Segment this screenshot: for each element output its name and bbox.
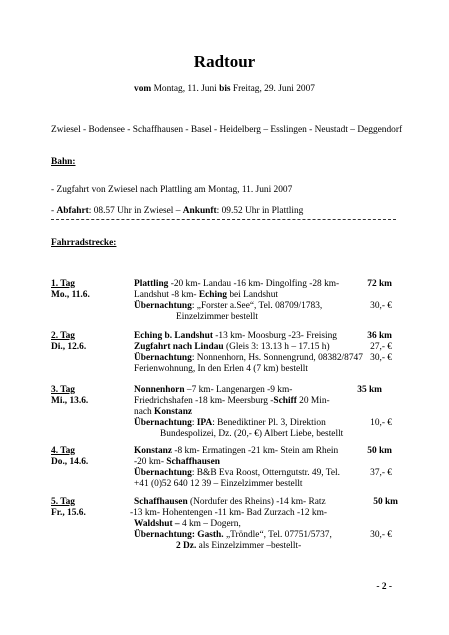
day-distance: 35 km [357,385,382,395]
day-price: 10,- € [370,418,392,428]
page-number: - 2 - [376,582,392,592]
day-date: Mi., 13.6. [51,396,89,406]
abfahrt-label: Abfahrt [56,206,89,216]
day-route-1: Konstanz -8 km- Ermatingen -21 km- Stein am Rhein [134,446,339,456]
day-lodging: Übernachtung: Gasth. „Tröndle“, Tel. 07751/5737, [134,530,332,540]
day-date: Do., 14.6. [51,457,89,467]
day-price: 37,- € [370,468,392,478]
day-label: 5. Tag [51,497,75,507]
bahn-line-1: - Zugfahrt von Zwiesel nach Plattling am Montag, 11. Juni 2007 [51,185,293,195]
day-lodging-note: +41 (0)52 640 12 39 – Einzelzimmer bestellt [134,479,303,489]
day-route-1: Eching b. Landshut -13 km- Moosburg -23- Freising [134,331,337,341]
fahrrad-heading: Fahrradstrecke: [51,238,117,248]
day-distance: 72 km [367,279,392,289]
day-route-2: Friedrichshafen -18 km- Meersburg -Schiff 20 Min- [134,396,330,406]
day-price: 30,- € [370,530,392,540]
day-price: 30,- € [370,353,392,363]
day-label: 1. Tag [51,279,75,289]
page-title: Radtour [193,52,256,71]
day-route-2: Landshut -8 km- Eching bei Landshut [134,290,279,300]
day-date: Fr., 15.6. [51,508,86,518]
date-end: Freitag, 29. Juni 2007 [230,84,315,94]
date-start: Montag, 11. Juni [151,84,220,94]
day-route-3: nach Konstanz [134,407,193,417]
abfahrt-value: : 08.57 Uhr in Zwiesel – [88,206,183,216]
day-lodging-note: Ferienwohnung, In den Erlen 4 (7 km) bestellt [134,364,308,374]
day-distance: 50 km [373,497,398,507]
day-route-1: Nonnenhorn –7 km- Langenargen -9 km- [134,385,293,395]
day-train-price: 27,- € [370,342,392,352]
day-route-1: Schaffhausen (Nordufer des Rheins) -14 km- Ratz [134,497,326,507]
day-lodging-note: Bundespolizei, Dz. (20,- €) Albert Liebe, bestellt [160,429,344,439]
ankunft-label: Ankunft [182,206,217,216]
day-route-3: Waldshut – 4 km – Dogern, [134,519,241,529]
day-label: 4. Tag [51,446,75,456]
route-line: Zwiesel - Bodensee - Schaffhausen - Basel - Heidelberg – Esslingen - Neustadt – Deggendorf [51,125,403,135]
bahn-line-2 [51,206,303,217]
day-lodging: Übernachtung: Nonnenhorn, Hs. Sonnengrund, 08382/8747 [134,353,363,363]
date-range [0,84,449,95]
day-date: Di., 12.6. [51,342,87,352]
day-route-2: -20 km- Schaffhausen [134,457,220,467]
day-distance: 50 km [367,446,392,456]
day-distance: 36 km [367,331,392,341]
day-train: Zugfahrt nach Lindau (Gleis 3: 13.13 h – 17.15 h) [134,342,330,352]
day-lodging-note: 2 Dz. als Einzelzimmer –bestellt- [176,541,302,551]
day-lodging-note: Einzelzimmer bestellt [176,312,258,322]
day-route-1: Plattling -20 km- Landau -16 km- Dingolfing -28 km- [134,279,340,289]
day-lodging: Übernachtung: „Forster a.See“, Tel. 08709/1783, [134,301,323,311]
date-vom: vom [134,84,152,94]
ankunft-value: : 09.52 Uhr in Plattling [216,206,304,216]
day-label: 2. Tag [51,331,75,341]
day-label: 3. Tag [51,385,75,395]
day-date: Mo., 11.6. [51,290,90,300]
date-bis: bis [219,84,231,94]
dashed-divider [51,219,396,220]
bahn-heading: Bahn: [51,157,76,167]
day-route-2: -13 km- Hohentengen -11 km- Bad Zurzach -12 km- [130,508,327,518]
bahn-line-2-dash: - [51,206,57,216]
day-lodging: Übernachtung: B&B Eva Roost, Otterngutstr. 49, Tel. [134,468,340,478]
day-price: 30,- € [370,301,392,311]
day-lodging: Übernachtung: IPA: Benediktiner Pl. 3, Direktion [134,418,326,428]
